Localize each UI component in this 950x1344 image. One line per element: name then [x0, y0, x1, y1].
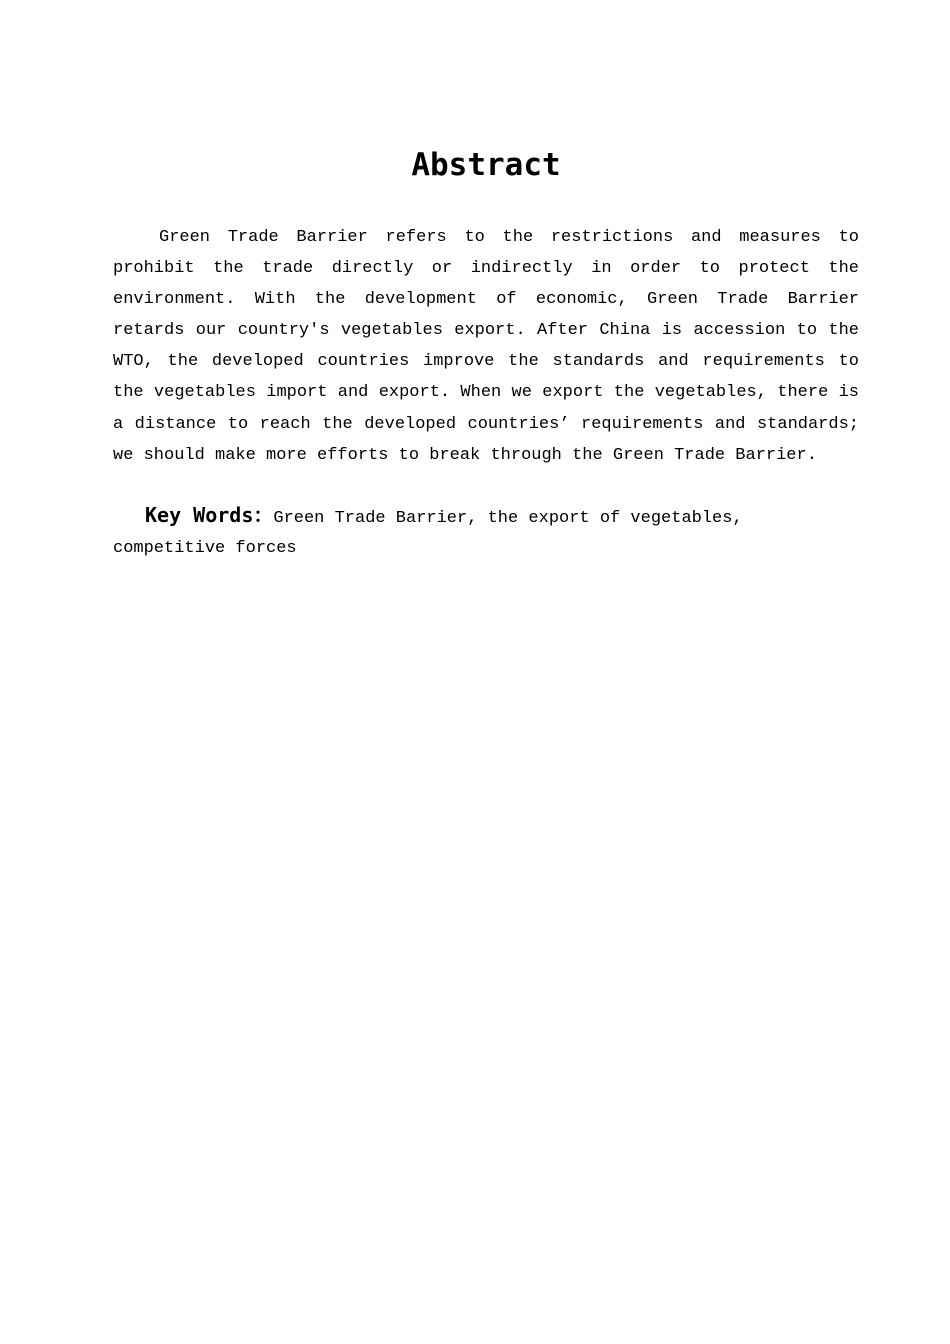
page-title: Abstract [411, 147, 561, 183]
abstract-paragraph: Green Trade Barrier refers to the restrictions and measures to prohibit the trade directly or indirectly in order to protect the environment. With the development of economic, Green Trade Barrier retards our country's vegetables export. After China is accession to the WTO, the developed countries improve the standards and requirements to the vegetables import and export. When we export the vegetables, there is a distance to reach the developed countries’ requirements and standards; we should make more efforts to break through the Green Trade Barrier. [113, 228, 859, 465]
keywords-text: Green Trade Barrier, the export of vegetables, competitive forces [113, 509, 743, 558]
keywords-label: Key Words： [145, 503, 274, 527]
keywords-line [113, 500, 859, 564]
